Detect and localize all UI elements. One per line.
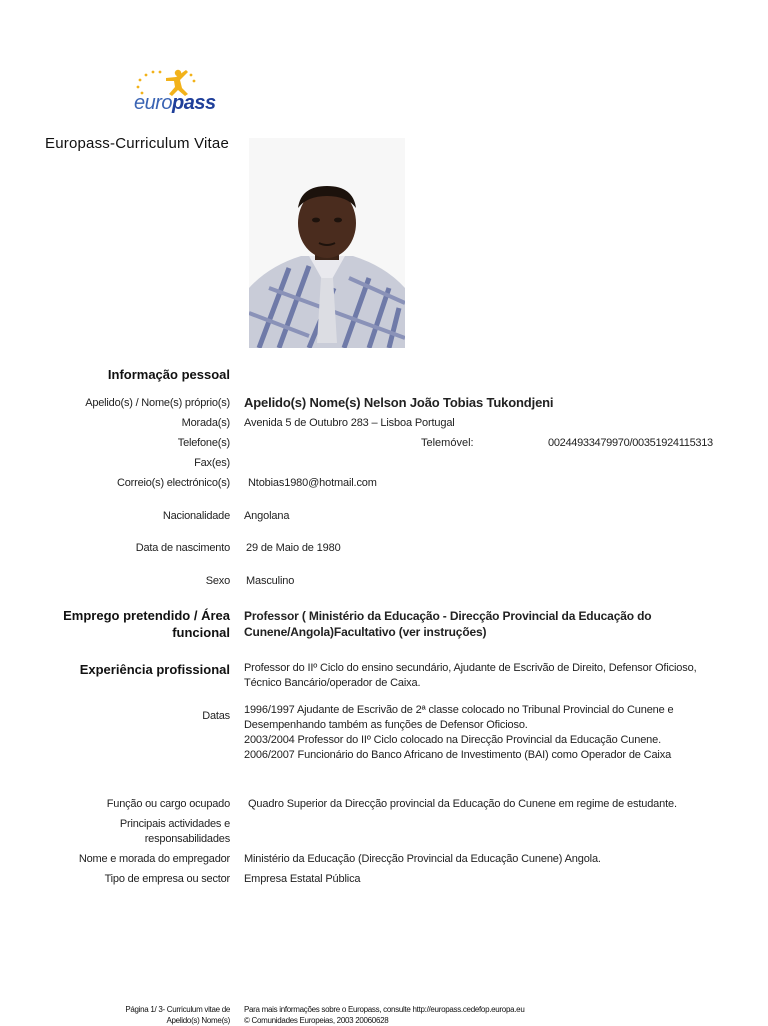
birth-date-value: 29 de Maio de 1980 [246, 542, 341, 554]
sector-value: Empresa Estatal Pública [244, 873, 361, 885]
employer-value: Ministério da Educação (Direcção Provincial da Educação Cunene) Angola. [244, 853, 601, 865]
experience-summary: Professor do IIº Ciclo do ensino secundário, Ajudante de Escrivão de Direito, Defensor Oficioso, Técnico Bancário/operador de Caixa. [244, 662, 697, 689]
section-work-experience: Experiência profissional [79, 662, 230, 677]
footer-europass-info: Para mais informações sobre o Europass, consulte http://europass.cedefop.europa.eu © Comunidades Europeias, 2003 20060628 [244, 1005, 525, 1025]
address-label: Morada(s) [181, 417, 230, 429]
mobile-label: Telemóvel: [421, 437, 474, 449]
document-title: Europass-Curriculum Vitae [45, 135, 229, 152]
section-desired-employment: Emprego pretendido / Área funcional [63, 608, 230, 640]
role-label: Função ou cargo ocupado [106, 798, 230, 810]
role-value: Quadro Superior da Direcção provincial da Educação do Cunene em regime de estudante. [248, 798, 677, 810]
activities-label: Principais actividades e responsabilidades [119, 818, 230, 845]
dates-label: Datas [202, 710, 230, 722]
sex-label: Sexo [205, 575, 230, 587]
email-label: Correio(s) electrónico(s) [117, 477, 230, 489]
mobile-value: 00244933479970/00351924115313 [548, 437, 713, 449]
europass-wordmark: europass [134, 92, 216, 114]
sex-value: Masculino [246, 575, 295, 587]
sector-label: Tipo de empresa ou sector [104, 873, 230, 885]
nationality-value: Angolana [244, 510, 290, 522]
nationality-label: Nacionalidade [162, 510, 230, 522]
employer-label: Nome e morada do empregador [78, 853, 230, 865]
birth-date-label: Data de nascimento [135, 542, 230, 554]
footer-page-info: Página 1/ 3- Curriculum vitae de Apelido(s) Nome(s) [125, 1005, 230, 1025]
section-personal-information: Informação pessoal [107, 367, 230, 382]
email-value: Ntobias1980@hotmail.com [248, 477, 377, 489]
profile-photo [249, 138, 405, 348]
name-value: Apelido(s) Nome(s) Nelson João Tobias Tukondjeni [244, 395, 554, 410]
desired-employment-value: Professor ( Ministério da Educação - Direcção Provincial da Educação do Cunene/Angola)Facultativo (ver instruções) [244, 609, 652, 639]
fax-label: Fax(es) [194, 457, 230, 469]
address-value: Avenida 5 de Outubro 283 – Lisboa Portugal [244, 417, 455, 429]
phone-label: Telefone(s) [177, 437, 230, 449]
name-label: Apelido(s) / Nome(s) próprio(s) [85, 397, 230, 409]
dates-value: 1996/1997 Ajudante de Escrivão de 2ª classe colocado no Tribunal Provincial do Cunene e Desempenhando também as funções de Defensor Oficioso. 2003/2004 Professor do IIº Ciclo colocado na Direcção Provincial da Educação Cunene. 2006/2007 Funcionário do Banco Africano de Investimento (BAI) como Operador de Caixa [244, 704, 674, 761]
